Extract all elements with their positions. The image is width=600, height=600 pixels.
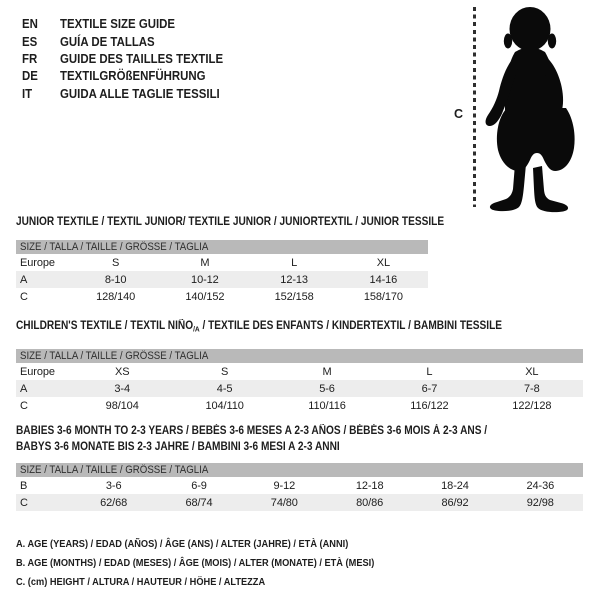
language-row-en <box>22 15 245 32</box>
language-row-it <box>22 85 245 102</box>
size-cell: 14-16 <box>369 273 398 286</box>
size-cell: S <box>112 256 120 269</box>
size-cell: 68/74 <box>185 496 213 509</box>
size-header-label: SIZE / TALLA / TAILLE / GRÖSSE / TAGLIA <box>20 241 209 253</box>
section-title-junior <box>16 215 502 231</box>
size-cell: XS <box>114 365 130 378</box>
size-cell: 18-24 <box>441 479 469 492</box>
table-row-children-europe <box>16 363 583 380</box>
size-cell: 24-36 <box>526 479 555 492</box>
size-table-children <box>16 349 583 414</box>
section-title-line <box>16 215 444 231</box>
size-table-babies <box>16 463 583 511</box>
size-cell: 116/122 <box>410 399 449 412</box>
language-row-es <box>22 32 245 49</box>
title-subscript: /A <box>193 324 200 334</box>
language-code: ES <box>22 33 38 49</box>
size-cell: 3-6 <box>105 479 122 492</box>
table-row-babies-c <box>16 494 583 511</box>
language-title: GUIDE DES TAILLES TEXTILE <box>60 50 224 66</box>
size-cell: XL <box>376 256 390 269</box>
size-header-label: SIZE / TALLA / TAILLE / GRÖSSE / TAGLIA <box>20 464 209 476</box>
height-measure-label-c: C <box>454 107 464 121</box>
size-cell: 4-5 <box>216 382 233 395</box>
footnotes <box>16 534 600 592</box>
section-title-children <box>16 319 568 337</box>
table-row-children-c <box>16 397 583 414</box>
size-cell: 128/140 <box>96 290 136 303</box>
size-cell: 8-10 <box>104 273 127 286</box>
title-text: JUNIOR TEXTILE / TEXTIL JUNIOR/ TEXTILE JUNIOR / JUNIORTEXTIL / JUNIOR TESSILE <box>16 216 445 228</box>
note-c: C. (cm) HEIGHT / ALTURA / HAUTEUR / HÖHE / ALTEZZA <box>16 576 266 589</box>
size-cell: 74/80 <box>270 496 298 509</box>
size-cell: 12-18 <box>355 479 384 492</box>
row-label: C <box>20 399 28 412</box>
title-text: CHILDREN'S TEXTILE / TEXTIL NIÑO <box>16 320 194 332</box>
row-label: Europe <box>20 365 55 378</box>
size-cell: 158/170 <box>363 290 403 303</box>
size-cell: 152/158 <box>274 290 314 303</box>
language-code: EN <box>22 16 38 32</box>
note-b: B. AGE (MONTHS) / EDAD (MESES) / ÂGE (MOIS) / ALTER (MONATE) / ETÀ (MESI) <box>16 557 375 570</box>
toddler-silhouette <box>481 4 599 214</box>
size-header-bar <box>16 463 583 477</box>
table-row-junior-c <box>16 288 428 305</box>
table-row-children-a <box>16 380 583 397</box>
size-cell: 140/152 <box>185 290 225 303</box>
size-cell: 80/86 <box>356 496 384 509</box>
section-title-line <box>16 319 502 337</box>
size-cell: 86/92 <box>441 496 469 509</box>
height-measure-dashed-line <box>473 7 476 207</box>
size-cell: 110/116 <box>308 399 346 412</box>
size-cell: 122/128 <box>512 399 552 412</box>
language-title: GUIDA ALLE TAGLIE TESSILI <box>60 85 220 101</box>
table-row-junior-europe <box>16 254 428 271</box>
size-header-label: SIZE / TALLA / TAILLE / GRÖSSE / TAGLIA <box>20 350 209 362</box>
language-list <box>22 15 245 102</box>
size-cell: XL <box>525 365 539 378</box>
language-code: DE <box>22 68 38 84</box>
section-title-babies <box>16 424 600 455</box>
language-row-fr <box>22 50 245 67</box>
row-label: C <box>20 290 28 303</box>
row-label: C <box>20 496 28 509</box>
title-text: BABYS 3-6 MONATE BIS 2-3 JAHRE / BAMBINI 3-6 MESI A 2-3 ANNI <box>16 440 340 453</box>
title-text: / TEXTILE DES ENFANTS / KINDERTEXTIL / BAMBINI TESSILE <box>199 320 503 332</box>
table-row-babies-b <box>16 477 583 494</box>
size-header-bar <box>16 240 428 254</box>
size-cell: 6-7 <box>421 382 438 395</box>
size-cell: S <box>220 365 229 378</box>
row-label: B <box>20 479 28 492</box>
size-cell: 92/98 <box>526 496 554 509</box>
section-title-line <box>16 424 487 440</box>
note-a: A. AGE (YEARS) / EDAD (AÑOS) / ÂGE (ANS) / ALTER (JAHRE) / ETÀ (ANNI) <box>16 538 349 550</box>
row-label: A <box>20 273 28 286</box>
size-cell: 10-12 <box>191 273 219 286</box>
size-cell: 62/68 <box>100 496 128 509</box>
size-cell: 104/110 <box>205 399 244 412</box>
section-title-line <box>16 440 340 456</box>
size-cell: 7-8 <box>524 382 540 395</box>
size-header-bar <box>16 349 583 363</box>
size-cell: 6-9 <box>191 479 207 492</box>
language-title: GUÍA DE TALLAS <box>60 33 155 49</box>
size-cell: 12-13 <box>280 273 308 286</box>
title-text: BABIES 3-6 MONTH TO 2-3 YEARS / BEBÉS 3-6 MESES A 2-3 AÑOS / BÉBÉS 3-6 MOIS À 2-3 ANS / <box>16 425 488 437</box>
row-label: A <box>20 382 28 395</box>
table-row-junior-a <box>16 271 428 288</box>
language-code: IT <box>22 85 33 101</box>
size-cell: L <box>426 365 433 378</box>
size-cell: 98/104 <box>105 399 139 412</box>
size-cell: M <box>200 256 210 269</box>
size-cell: 3-4 <box>114 382 130 395</box>
size-cell: L <box>291 256 298 269</box>
size-cell: M <box>322 365 332 378</box>
size-cell: 5-6 <box>319 382 335 395</box>
size-table-junior <box>16 240 428 305</box>
row-label: Europe <box>20 256 55 269</box>
size-cell: 9-12 <box>273 479 296 492</box>
language-row-de <box>22 67 245 84</box>
language-title: TEXTILE SIZE GUIDE <box>60 16 176 32</box>
language-title: TEXTILGRÖßENFÜHRUNG <box>60 68 206 84</box>
language-code: FR <box>22 50 38 66</box>
